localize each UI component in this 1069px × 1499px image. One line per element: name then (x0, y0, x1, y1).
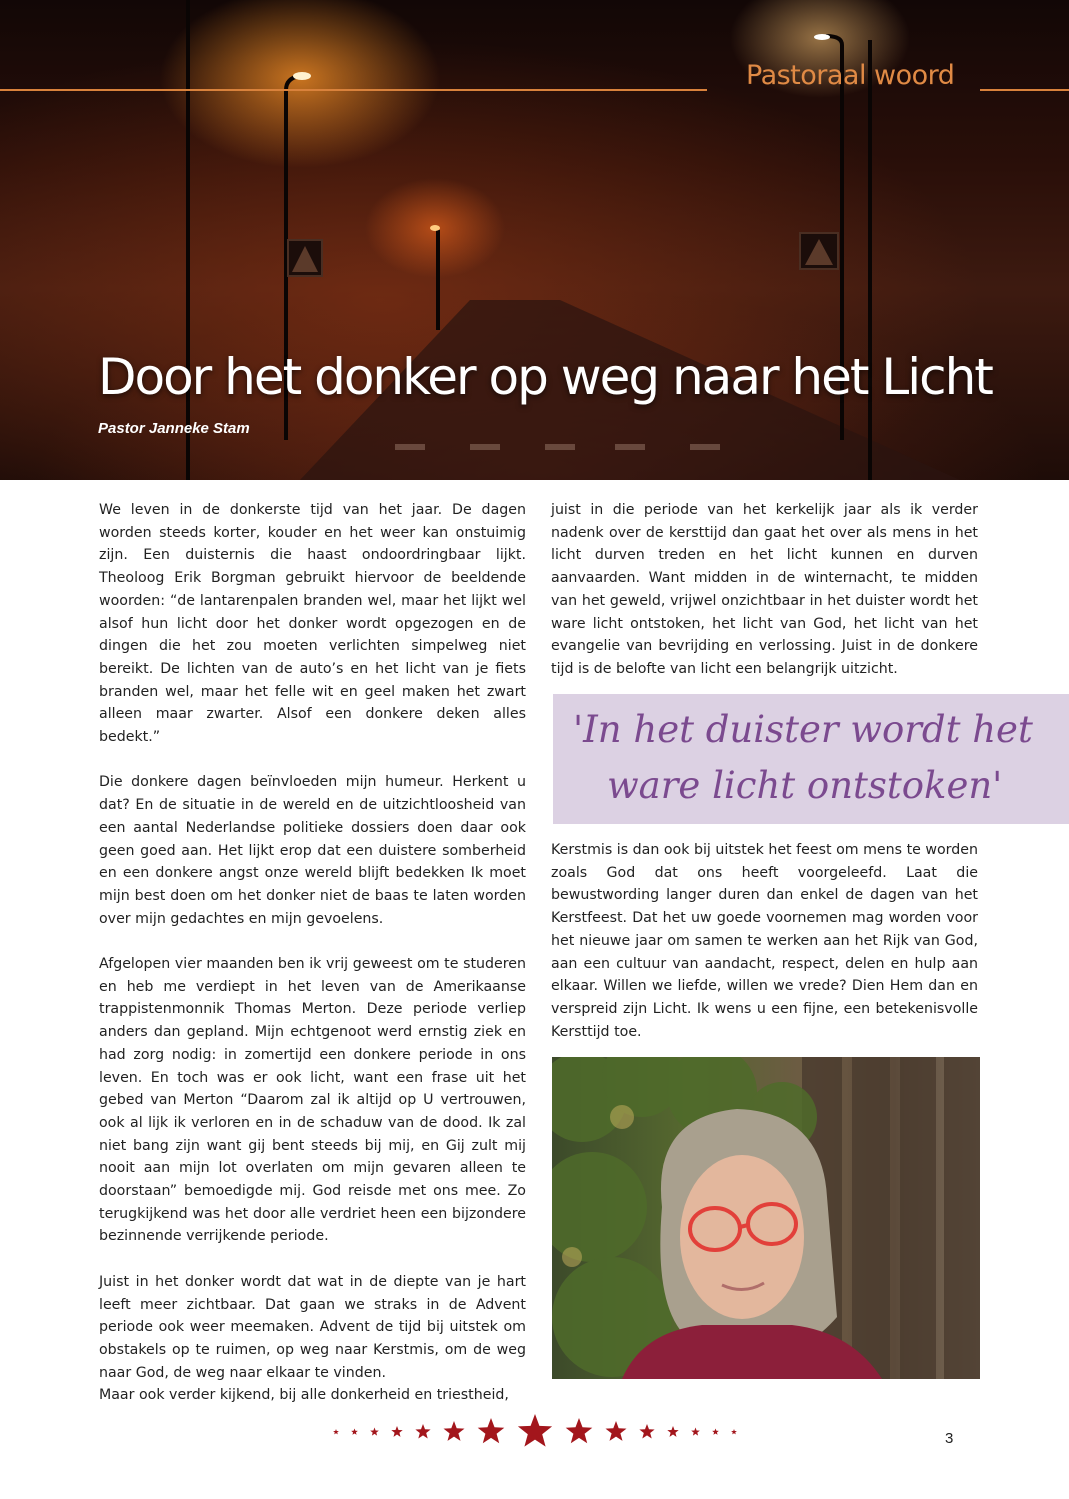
hero-image (0, 0, 1069, 480)
paragraph: Juist in het donker wordt dat wat in de diepte van je hart leeft meer zichtbaar. Dat gaan we straks in de Advent periode ook weer meemaken. Advent de tijd bij uitstek om obstakels op te ruimen, op weg naar Kerstmis, om de weg naar God, de weg naar elkaar te vinden. (99, 1273, 526, 1381)
section-label: Pastoraal woord (746, 60, 955, 91)
right-column-top (551, 499, 978, 681)
article-title: Door het donker op weg naar het Licht (98, 348, 992, 406)
star-icon (639, 1424, 654, 1439)
portrait-illustration (552, 1057, 980, 1379)
paragraph: We leven in de donkerste tijd van het jaar. De dagen worden steeds korter, kouder en het weer kan onstuimig zijn. Een duisternis die haast ondoordringbaar lijkt. Theoloog Erik Borgman gebruikt hiervoor de beeldende woorden: “de lantarenpalen branden wel, maar het lijkt wel alsof hun licht door het donker wordt opgezogen en de dingen die het zou moeten verlichten simpelweg niet bereikt. De lichten van de auto’s en het licht van je fiets branden wel, maar het felle wit en geel maken het zwart alleen maar zwarter. Alsof een donkere deken alles bedekt.” (99, 502, 526, 746)
star-icon (712, 1429, 719, 1435)
left-column (99, 499, 526, 1407)
star-icon (333, 1429, 339, 1434)
star-divider (320, 1410, 750, 1455)
star-icon (691, 1428, 700, 1436)
star-icon (391, 1426, 402, 1437)
paragraph: Die donkere dagen beïnvloeden mijn humeur. Herkent u dat? En de situatie in de wereld en de uitzichtloosheid van een aantal Nederlandse politieke dossiers doen daar ook geen goed aan. Het lijkt erop dat een duistere somberheid en een donkere angst onze wereld blijft bedekken Ik moet mijn best doen om het donker niet de baas te laten worden over mijn gedachtes en mijn gevoelens. (99, 774, 526, 927)
star-icon (606, 1421, 627, 1441)
star-icon (415, 1424, 430, 1439)
header-rule-right (980, 89, 1069, 91)
paragraph: juist in die periode van het kerkelijk jaar als ik verder nadenk over de kersttijd dan gaat het over als mens in het licht durven treden en het licht kunnen en durven aanvaarden. Want midden in de winternacht, te midden van het geweld, vrijwel onzichtbaar in het duister wordt het ware licht ontstoken, het licht van God, het licht van het evangelie van bevrijding en verlossing. Juist in de donkere tijd is de belofte van licht een belangrijk uitzicht. (551, 502, 978, 677)
pull-quote (553, 694, 1069, 824)
page-number: 3 (945, 1430, 954, 1447)
star-icon (370, 1428, 379, 1436)
paragraph: Kerstmis is dan ook bij uitstek het feest om mens te worden zoals God dat ons heeft voorgeleefd. Laat die bewustwording langer duren dan enkel de dagen van het Kerstfeest. Dat het uw goede voornemen mag worden voor het nieuwe jaar om samen te werken aan het Rijk van God, aan een cultuur van aandacht, respect, delen en hulp aan elkaar. Willen we liefde, willen we vrede? Dien Hem dan en verspreid zijn Licht. Ik wens u een fijne, een betekenisvolle Kersttijd toe. (551, 842, 978, 1040)
pull-quote-text (573, 702, 1053, 814)
star-icon (478, 1418, 505, 1443)
pull-quote-line-2: ware licht ontstoken' (607, 764, 1003, 807)
star-icon (566, 1418, 593, 1443)
star-icon (731, 1429, 737, 1434)
pull-quote-line-1: 'In het duister wordt het (573, 708, 1033, 751)
author-portrait (552, 1057, 980, 1379)
paragraph: Afgelopen vier maanden ben ik vrij geweest om te studeren en heb me verdiept in het leven van de Amerikaanse trappistenmonnik Thomas Merton. Deze periode verliep anders dan gepland. Mijn echtgenoot werd ernstig ziek en had zorg nodig: in zomertijd een donkere periode in ons leven. En toch was er ook licht, want een frase uit het gebed van Merton “Daarom zal ik altijd op U vertrouwen, ook al lijk ik verloren en in de schaduw van de dood. Ik zal niet bang zijn want gij bent steeds bij mij, en Gij zult mij nooit aan mijn lot overlaten om mijn gevaren alleen te doorstaan” bemoedigde mij. God reisde met ons mee. Zo terugkijkend was het door alle verdriet heen een bijzondere bezinnende verrijkende periode. (99, 956, 526, 1245)
star-icon (518, 1414, 552, 1447)
paragraph: Maar ook verder kijkend, bij alle donkerheid en triestheid, (99, 1387, 509, 1404)
star-icon (667, 1426, 678, 1437)
header-rule-left (0, 89, 707, 91)
right-column-bottom (551, 839, 978, 1043)
article-author: Pastor Janneke Stam (98, 420, 250, 437)
star-icon (444, 1421, 465, 1441)
star-icon (351, 1429, 358, 1435)
